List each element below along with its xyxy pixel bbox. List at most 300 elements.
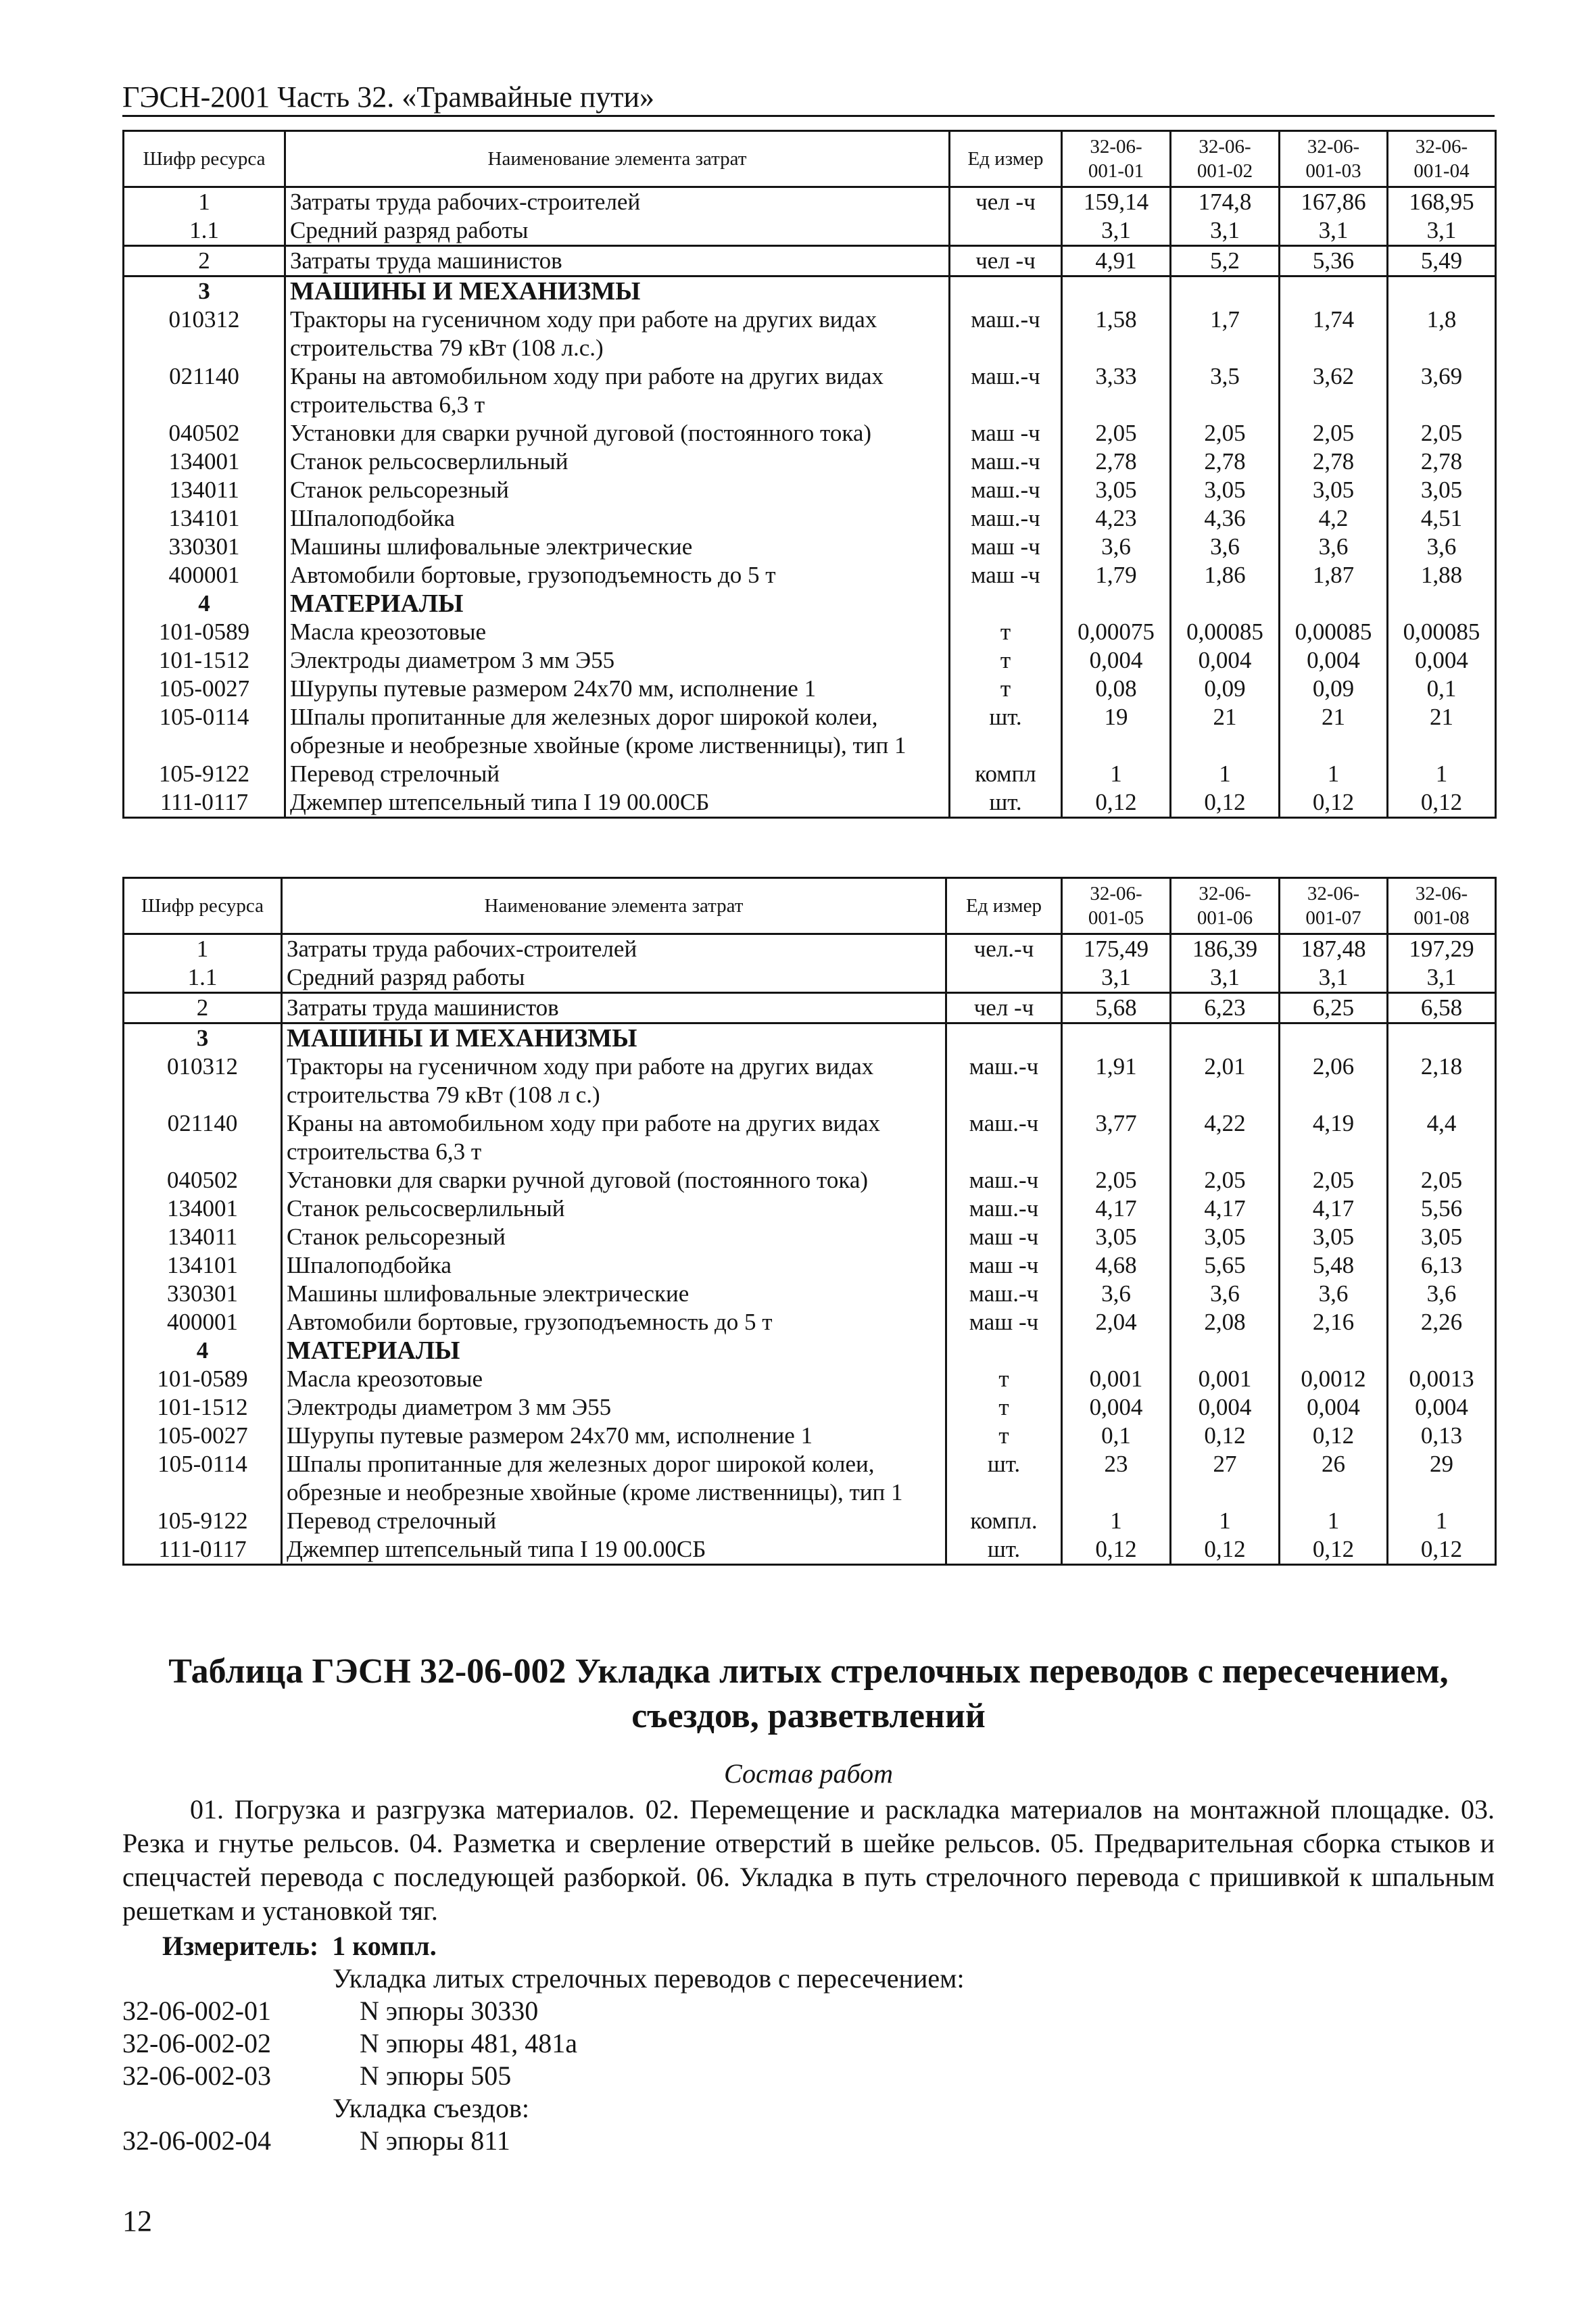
- table-row: [124, 646, 1496, 675]
- cost-element-cell: Шурупы путевые размером 24х70 мм, исполнение 1: [282, 1422, 946, 1450]
- table-row: [124, 618, 1496, 646]
- header-col-3: 32-06- 001-07: [1280, 878, 1388, 934]
- unit-cell: [950, 589, 1062, 618]
- value-cell-4: 6,13: [1388, 1251, 1496, 1280]
- table-header-row: [124, 878, 1496, 934]
- cost-element-cell: Джемпер штепсельный типа I 19 00.00СБ: [282, 1535, 946, 1565]
- value-cell-1: 2,78: [1062, 448, 1171, 476]
- value-cell-4: [1388, 1336, 1496, 1365]
- value-cell-1: 2,04: [1062, 1308, 1171, 1336]
- value-cell-1: 1,79: [1062, 561, 1171, 589]
- resource-code-cell: 4: [124, 589, 285, 618]
- unit-cell: т: [950, 675, 1062, 703]
- table-row: [124, 703, 1496, 760]
- table-row: [124, 1109, 1496, 1166]
- unit-cell: [946, 1023, 1062, 1053]
- unit-cell: маш.-ч: [950, 306, 1062, 362]
- cost-element-cell: Масла креозотовые: [282, 1365, 946, 1393]
- value-cell-2: 0,004: [1171, 1393, 1280, 1422]
- table-row: [124, 1195, 1496, 1223]
- value-cell-1: 0,001: [1062, 1365, 1171, 1393]
- value-cell-4: 0,004: [1388, 646, 1496, 675]
- cost-element-cell: Затраты труда рабочих-строителей: [282, 934, 946, 964]
- works-description: 01. Погрузка и разгрузка материалов. 02. Перемещение и раскладка материалов на монтажной площадке. 03. Резка и гнутье рельсов. 04. Разметка и сверление отверстий в шейке рельсов. 05. Предварительная сборка стыков и спецчастей перевода с последующей разборкой. 06. Укладка в путь стрелочного перевода с пришивкой к шпальным решеткам и установкой тяг.: [122, 1794, 1495, 1926]
- value-cell-2: 0,09: [1171, 675, 1280, 703]
- value-cell-2: 0,001: [1171, 1365, 1280, 1393]
- value-cell-4: 168,95: [1388, 187, 1496, 217]
- table-body: [124, 934, 1496, 1565]
- value-cell-3: 3,05: [1280, 1223, 1388, 1251]
- value-cell-4: 0,1: [1388, 675, 1496, 703]
- cost-element-cell: Машины шлифовальные электрические: [285, 533, 950, 561]
- table-body: [124, 187, 1496, 818]
- value-cell-2: [1171, 1023, 1280, 1053]
- value-cell-2: 3,6: [1171, 1280, 1280, 1308]
- value-cell-4: 3,6: [1388, 1280, 1496, 1308]
- resource-code-cell: 134101: [124, 504, 285, 533]
- unit-cell: шт.: [946, 1535, 1062, 1565]
- unit-cell: т: [946, 1393, 1062, 1422]
- value-cell-2: 4,17: [1171, 1195, 1280, 1223]
- value-cell-4: [1388, 276, 1496, 306]
- value-cell-1: 0,004: [1062, 1393, 1171, 1422]
- value-cell-2: [1171, 589, 1280, 618]
- resource-code-cell: 101-0589: [124, 618, 285, 646]
- value-cell-4: 1,88: [1388, 561, 1496, 589]
- cost-element-cell: Масла креозотовые: [285, 618, 950, 646]
- value-cell-2: 4,22: [1171, 1109, 1280, 1166]
- value-cell-1: 4,68: [1062, 1251, 1171, 1280]
- value-cell-3: 6,25: [1280, 993, 1388, 1023]
- value-cell-2: 6,23: [1171, 993, 1280, 1023]
- resource-code-cell: 3: [124, 276, 285, 306]
- unit-cell: маш.-ч: [950, 448, 1062, 476]
- value-cell-3: 2,05: [1280, 419, 1388, 448]
- table-row: [124, 1223, 1496, 1251]
- resource-code-cell: 330301: [124, 1280, 282, 1308]
- resource-code-cell: 010312: [124, 1053, 282, 1109]
- value-cell-4: 0,12: [1388, 788, 1496, 818]
- value-cell-4: 0,0013: [1388, 1365, 1496, 1393]
- value-cell-4: 29: [1388, 1450, 1496, 1507]
- resource-code-cell: 3: [124, 1023, 282, 1053]
- unit-cell: т: [950, 646, 1062, 675]
- header-col-3: 32-06- 001-03: [1280, 131, 1388, 187]
- cost-element-cell: Перевод стрелочный: [282, 1507, 946, 1535]
- value-cell-4: 3,69: [1388, 362, 1496, 419]
- header-col-4: 32-06- 001-04: [1388, 131, 1496, 187]
- item-text: N эпюры 505: [360, 2060, 512, 2091]
- unit-cell: т: [946, 1422, 1062, 1450]
- cost-element-cell: Электроды диаметром 3 мм Э55: [282, 1393, 946, 1422]
- table-row: [124, 448, 1496, 476]
- unit-cell: маш -ч: [950, 533, 1062, 561]
- unit-cell: [946, 1336, 1062, 1365]
- value-cell-3: 1: [1280, 1507, 1388, 1535]
- table-row: [124, 362, 1496, 419]
- value-cell-2: 3,5: [1171, 362, 1280, 419]
- value-cell-4: 4,4: [1388, 1109, 1496, 1166]
- unit-cell: чел -ч: [950, 187, 1062, 217]
- value-cell-3: 0,09: [1280, 675, 1388, 703]
- value-cell-4: 1,8: [1388, 306, 1496, 362]
- value-cell-2: 174,8: [1171, 187, 1280, 217]
- value-cell-4: 5,49: [1388, 246, 1496, 276]
- measure-line: [162, 1930, 437, 1962]
- table-row: [124, 675, 1496, 703]
- value-cell-4: 2,78: [1388, 448, 1496, 476]
- table-row: [124, 246, 1496, 276]
- unit-cell: маш.-ч: [950, 504, 1062, 533]
- resource-code-cell: 134011: [124, 476, 285, 504]
- resource-table-1: [122, 130, 1497, 819]
- cost-element-cell: Шпалоподбойка: [282, 1251, 946, 1280]
- header-col-2: 32-06- 001-02: [1171, 131, 1280, 187]
- header-name: Наименование элемента затрат: [285, 131, 950, 187]
- value-cell-2: 1,7: [1171, 306, 1280, 362]
- value-cell-2: [1171, 1336, 1280, 1365]
- value-cell-3: 3,6: [1280, 533, 1388, 561]
- item-text: N эпюры 30330: [360, 1996, 539, 2026]
- value-cell-4: 0,004: [1388, 1393, 1496, 1422]
- cost-element-cell: Средний разряд работы: [282, 963, 946, 993]
- resource-code-cell: 2: [124, 993, 282, 1023]
- unit-cell: маш.-ч: [946, 1166, 1062, 1195]
- cost-element-cell: Электроды диаметром 3 мм Э55: [285, 646, 950, 675]
- cost-element-cell: Станок рельсосверлильный: [285, 448, 950, 476]
- table-row: [124, 187, 1496, 217]
- header-name: Наименование элемента затрат: [282, 878, 946, 934]
- table-row: [124, 561, 1496, 589]
- resource-code-cell: 105-0027: [124, 1422, 282, 1450]
- resource-code-cell: 105-0027: [124, 675, 285, 703]
- resource-code-cell: 105-9122: [124, 760, 285, 788]
- value-cell-4: 0,00085: [1388, 618, 1496, 646]
- table-row: [124, 993, 1496, 1023]
- value-cell-2: 5,65: [1171, 1251, 1280, 1280]
- unit-cell: [950, 216, 1062, 246]
- value-cell-1: 3,1: [1062, 963, 1171, 993]
- value-cell-4: 2,18: [1388, 1053, 1496, 1109]
- resource-code-cell: 101-1512: [124, 646, 285, 675]
- value-cell-2: 1,86: [1171, 561, 1280, 589]
- unit-cell: маш -ч: [946, 1251, 1062, 1280]
- table-row: [124, 1393, 1496, 1422]
- table-row: [124, 1308, 1496, 1336]
- value-cell-2: 4,36: [1171, 504, 1280, 533]
- value-cell-4: [1388, 589, 1496, 618]
- value-cell-3: 3,05: [1280, 476, 1388, 504]
- value-cell-4: 3,05: [1388, 476, 1496, 504]
- table-row: [124, 589, 1496, 618]
- resource-code-cell: 2: [124, 246, 285, 276]
- resource-code-cell: 134101: [124, 1251, 282, 1280]
- group-heading-switches: Укладка литых стрелочных переводов с пересечением:: [333, 1963, 965, 1994]
- value-cell-3: 167,86: [1280, 187, 1388, 217]
- table-row: [124, 306, 1496, 362]
- value-cell-1: 3,05: [1062, 1223, 1171, 1251]
- unit-cell: шт.: [950, 788, 1062, 818]
- table-row: [124, 476, 1496, 504]
- value-cell-3: [1280, 1023, 1388, 1053]
- value-cell-1: 0,00075: [1062, 618, 1171, 646]
- unit-cell: маш.-ч: [946, 1109, 1062, 1166]
- value-cell-3: [1280, 276, 1388, 306]
- value-cell-1: 2,05: [1062, 419, 1171, 448]
- resource-code-cell: 101-0589: [124, 1365, 282, 1393]
- value-cell-4: [1388, 1023, 1496, 1053]
- value-cell-2: 2,78: [1171, 448, 1280, 476]
- table-row: [124, 1535, 1496, 1565]
- value-cell-3: 4,19: [1280, 1109, 1388, 1166]
- unit-cell: т: [946, 1365, 1062, 1393]
- resource-code-cell: 101-1512: [124, 1393, 282, 1422]
- value-cell-3: [1280, 1336, 1388, 1365]
- value-cell-1: 3,05: [1062, 476, 1171, 504]
- value-cell-1: 3,33: [1062, 362, 1171, 419]
- value-cell-4: 1: [1388, 1507, 1496, 1535]
- header-col-1: 32-06- 001-01: [1062, 131, 1171, 187]
- cost-element-cell: Станок рельсорезный: [285, 476, 950, 504]
- value-cell-2: 2,08: [1171, 1308, 1280, 1336]
- unit-cell: чел.-ч: [946, 934, 1062, 964]
- value-cell-3: 1,74: [1280, 306, 1388, 362]
- value-cell-3: 0,12: [1280, 788, 1388, 818]
- value-cell-2: 0,00085: [1171, 618, 1280, 646]
- header-code: Шифр ресурса: [124, 131, 285, 187]
- value-cell-2: 0,12: [1171, 1422, 1280, 1450]
- resource-code-cell: 134001: [124, 1195, 282, 1223]
- value-cell-1: [1062, 1336, 1171, 1365]
- value-cell-2: 0,12: [1171, 1535, 1280, 1565]
- value-cell-1: 4,17: [1062, 1195, 1171, 1223]
- value-cell-4: 3,1: [1388, 963, 1496, 993]
- table-row: [124, 504, 1496, 533]
- resource-code-cell: 040502: [124, 419, 285, 448]
- cost-element-cell: Краны на автомобильном ходу при работе на других видах строительства 6,3 т: [282, 1109, 946, 1166]
- cost-element-cell: Машины шлифовальные электрические: [282, 1280, 946, 1308]
- resource-code-cell: 021140: [124, 362, 285, 419]
- cost-element-cell: Станок рельсосверлильный: [282, 1195, 946, 1223]
- value-cell-1: 1,58: [1062, 306, 1171, 362]
- value-cell-2: 186,39: [1171, 934, 1280, 964]
- value-cell-4: 2,26: [1388, 1308, 1496, 1336]
- value-cell-1: 3,6: [1062, 1280, 1171, 1308]
- item-code: 32-06-002-04: [122, 2125, 271, 2156]
- unit-cell: маш.-ч: [946, 1053, 1062, 1109]
- resource-code-cell: 010312: [124, 306, 285, 362]
- table-row: [124, 788, 1496, 818]
- unit-cell: [946, 963, 1062, 993]
- value-cell-1: [1062, 276, 1171, 306]
- table-row: [124, 1450, 1496, 1507]
- value-cell-3: 0,00085: [1280, 618, 1388, 646]
- table-row: [124, 419, 1496, 448]
- cost-element-cell: Станок рельсорезный: [282, 1223, 946, 1251]
- value-cell-3: 21: [1280, 703, 1388, 760]
- cost-element-cell: Шпалы пропитанные для железных дорог широкой колеи, обрезные и необрезные хвойные (кроме лиственницы), тип 1: [282, 1450, 946, 1507]
- group-heading-crossovers: Укладка съездов:: [333, 2093, 529, 2123]
- item-code: 32-06-002-02: [122, 2028, 271, 2058]
- value-cell-2: 27: [1171, 1450, 1280, 1507]
- unit-cell: [950, 276, 1062, 306]
- unit-cell: компл.: [946, 1507, 1062, 1535]
- resource-code-cell: 111-0117: [124, 788, 285, 818]
- value-cell-4: 4,51: [1388, 504, 1496, 533]
- table-row: [124, 760, 1496, 788]
- table-row: [124, 1507, 1496, 1535]
- header-col-4: 32-06- 001-08: [1388, 878, 1496, 934]
- value-cell-1: [1062, 1023, 1171, 1053]
- table-row: [124, 216, 1496, 246]
- value-cell-3: 0,12: [1280, 1422, 1388, 1450]
- value-cell-1: 159,14: [1062, 187, 1171, 217]
- value-cell-1: 175,49: [1062, 934, 1171, 964]
- unit-cell: маш -ч: [950, 561, 1062, 589]
- cost-element-cell: Затраты труда рабочих-строителей: [285, 187, 950, 217]
- header-code: Шифр ресурса: [124, 878, 282, 934]
- cost-element-cell: Краны на автомобильном ходу при работе на других видах строительства 6,3 т: [285, 362, 950, 419]
- header-unit: Ед измер: [946, 878, 1062, 934]
- value-cell-4: 1: [1388, 760, 1496, 788]
- cost-element-cell: Затраты труда машинистов: [285, 246, 950, 276]
- resource-code-cell: 400001: [124, 1308, 282, 1336]
- value-cell-1: 4,91: [1062, 246, 1171, 276]
- unit-cell: маш -ч: [950, 419, 1062, 448]
- cost-element-cell: Перевод стрелочный: [285, 760, 950, 788]
- resource-code-cell: 4: [124, 1336, 282, 1365]
- table-row: [124, 1280, 1496, 1308]
- cost-element-cell: Средний разряд работы: [285, 216, 950, 246]
- resource-table-2: [122, 877, 1497, 1566]
- unit-cell: компл: [950, 760, 1062, 788]
- value-cell-1: [1062, 589, 1171, 618]
- cost-element-cell: МАШИНЫ И МЕХАНИЗМЫ: [285, 276, 950, 306]
- value-cell-3: 1: [1280, 760, 1388, 788]
- value-cell-1: 1: [1062, 760, 1171, 788]
- value-cell-2: 3,05: [1171, 476, 1280, 504]
- value-cell-1: 23: [1062, 1450, 1171, 1507]
- header-col-2: 32-06- 001-06: [1171, 878, 1280, 934]
- value-cell-1: 4,23: [1062, 504, 1171, 533]
- table-row: [124, 1166, 1496, 1195]
- cost-element-cell: Затраты труда машинистов: [282, 993, 946, 1023]
- value-cell-2: 2,05: [1171, 419, 1280, 448]
- resource-code-cell: 330301: [124, 533, 285, 561]
- value-cell-4: 2,05: [1388, 1166, 1496, 1195]
- unit-cell: маш.-ч: [946, 1280, 1062, 1308]
- value-cell-3: 4,2: [1280, 504, 1388, 533]
- unit-cell: маш.-ч: [950, 476, 1062, 504]
- value-cell-3: 3,1: [1280, 963, 1388, 993]
- value-cell-3: 3,1: [1280, 216, 1388, 246]
- value-cell-3: 0,0012: [1280, 1365, 1388, 1393]
- value-cell-3: 2,16: [1280, 1308, 1388, 1336]
- unit-cell: т: [950, 618, 1062, 646]
- table-row: [124, 1023, 1496, 1053]
- cost-element-cell: МАТЕРИАЛЫ: [282, 1336, 946, 1365]
- cost-element-cell: Тракторы на гусеничном ходу при работе на других видах строительства 79 кВт (108 л с.): [282, 1053, 946, 1109]
- value-cell-1: 3,77: [1062, 1109, 1171, 1166]
- value-cell-4: 21: [1388, 703, 1496, 760]
- table-row: [124, 934, 1496, 964]
- value-cell-2: 2,01: [1171, 1053, 1280, 1109]
- value-cell-1: 0,12: [1062, 1535, 1171, 1565]
- value-cell-4: 6,58: [1388, 993, 1496, 1023]
- value-cell-1: 0,12: [1062, 788, 1171, 818]
- cost-element-cell: Автомобили бортовые, грузоподъемность до 5 т: [285, 561, 950, 589]
- value-cell-1: 2,05: [1062, 1166, 1171, 1195]
- value-cell-2: [1171, 276, 1280, 306]
- resource-code-cell: 105-0114: [124, 1450, 282, 1507]
- resource-code-cell: 1.1: [124, 963, 282, 993]
- unit-cell: шт.: [946, 1450, 1062, 1507]
- resource-code-cell: 105-0114: [124, 703, 285, 760]
- cost-element-cell: Шпалы пропитанные для железных дорог широкой колеи, обрезные и необрезные хвойные (кроме лиственницы), тип 1: [285, 703, 950, 760]
- value-cell-3: 5,48: [1280, 1251, 1388, 1280]
- table-title: Таблица ГЭСН 32-06-002 Укладка литых стрелочных переводов с пересечением, съездов, разветвлений: [168, 1652, 1449, 1735]
- cost-element-cell: Джемпер штепсельный типа I 19 00.00СБ: [285, 788, 950, 818]
- running-header: ГЭСН-2001 Часть 32. «Трамвайные пути»: [122, 80, 655, 114]
- measure-label: Измеритель:: [162, 1931, 319, 1961]
- table-row: [124, 1336, 1496, 1365]
- header-unit: Ед измер: [950, 131, 1062, 187]
- item-text: N эпюры 811: [360, 2125, 510, 2156]
- unit-cell: чел -ч: [946, 993, 1062, 1023]
- table-row: [124, 1365, 1496, 1393]
- value-cell-1: 3,1: [1062, 216, 1171, 246]
- value-cell-3: 0,004: [1280, 1393, 1388, 1422]
- value-cell-2: 0,004: [1171, 646, 1280, 675]
- value-cell-1: 1: [1062, 1507, 1171, 1535]
- resource-code-cell: 134001: [124, 448, 285, 476]
- value-cell-4: 5,56: [1388, 1195, 1496, 1223]
- unit-cell: маш.-ч: [950, 362, 1062, 419]
- value-cell-3: 3,6: [1280, 1280, 1388, 1308]
- table-row: [124, 1251, 1496, 1280]
- value-cell-2: 3,05: [1171, 1223, 1280, 1251]
- resource-code-cell: 1: [124, 187, 285, 217]
- value-cell-3: 26: [1280, 1450, 1388, 1507]
- cost-element-cell: МАТЕРИАЛЫ: [285, 589, 950, 618]
- value-cell-1: 3,6: [1062, 533, 1171, 561]
- page-number: 12: [122, 2204, 152, 2238]
- cost-element-cell: Тракторы на гусеничном ходу при работе на других видах строительства 79 кВт (108 л.с.): [285, 306, 950, 362]
- table-row: [124, 1422, 1496, 1450]
- unit-cell: чел -ч: [950, 246, 1062, 276]
- value-cell-3: 5,36: [1280, 246, 1388, 276]
- value-cell-2: 3,1: [1171, 963, 1280, 993]
- value-cell-3: 2,05: [1280, 1166, 1388, 1195]
- unit-cell: маш.-ч: [946, 1195, 1062, 1223]
- value-cell-3: 2,78: [1280, 448, 1388, 476]
- resource-code-cell: 105-9122: [124, 1507, 282, 1535]
- item-code: 32-06-002-03: [122, 2060, 271, 2091]
- item-code: 32-06-002-01: [122, 1996, 271, 2026]
- table-header-row: [124, 131, 1496, 187]
- value-cell-2: 1: [1171, 1507, 1280, 1535]
- value-cell-4: 0,13: [1388, 1422, 1496, 1450]
- value-cell-4: 0,12: [1388, 1535, 1496, 1565]
- value-cell-3: 1,87: [1280, 561, 1388, 589]
- cost-element-cell: Шурупы путевые размером 24х70 мм, исполнение 1: [285, 675, 950, 703]
- unit-cell: шт.: [950, 703, 1062, 760]
- value-cell-3: 2,06: [1280, 1053, 1388, 1109]
- value-cell-1: 5,68: [1062, 993, 1171, 1023]
- value-cell-3: 187,48: [1280, 934, 1388, 964]
- value-cell-4: 3,6: [1388, 533, 1496, 561]
- cost-element-cell: Шпалоподбойка: [285, 504, 950, 533]
